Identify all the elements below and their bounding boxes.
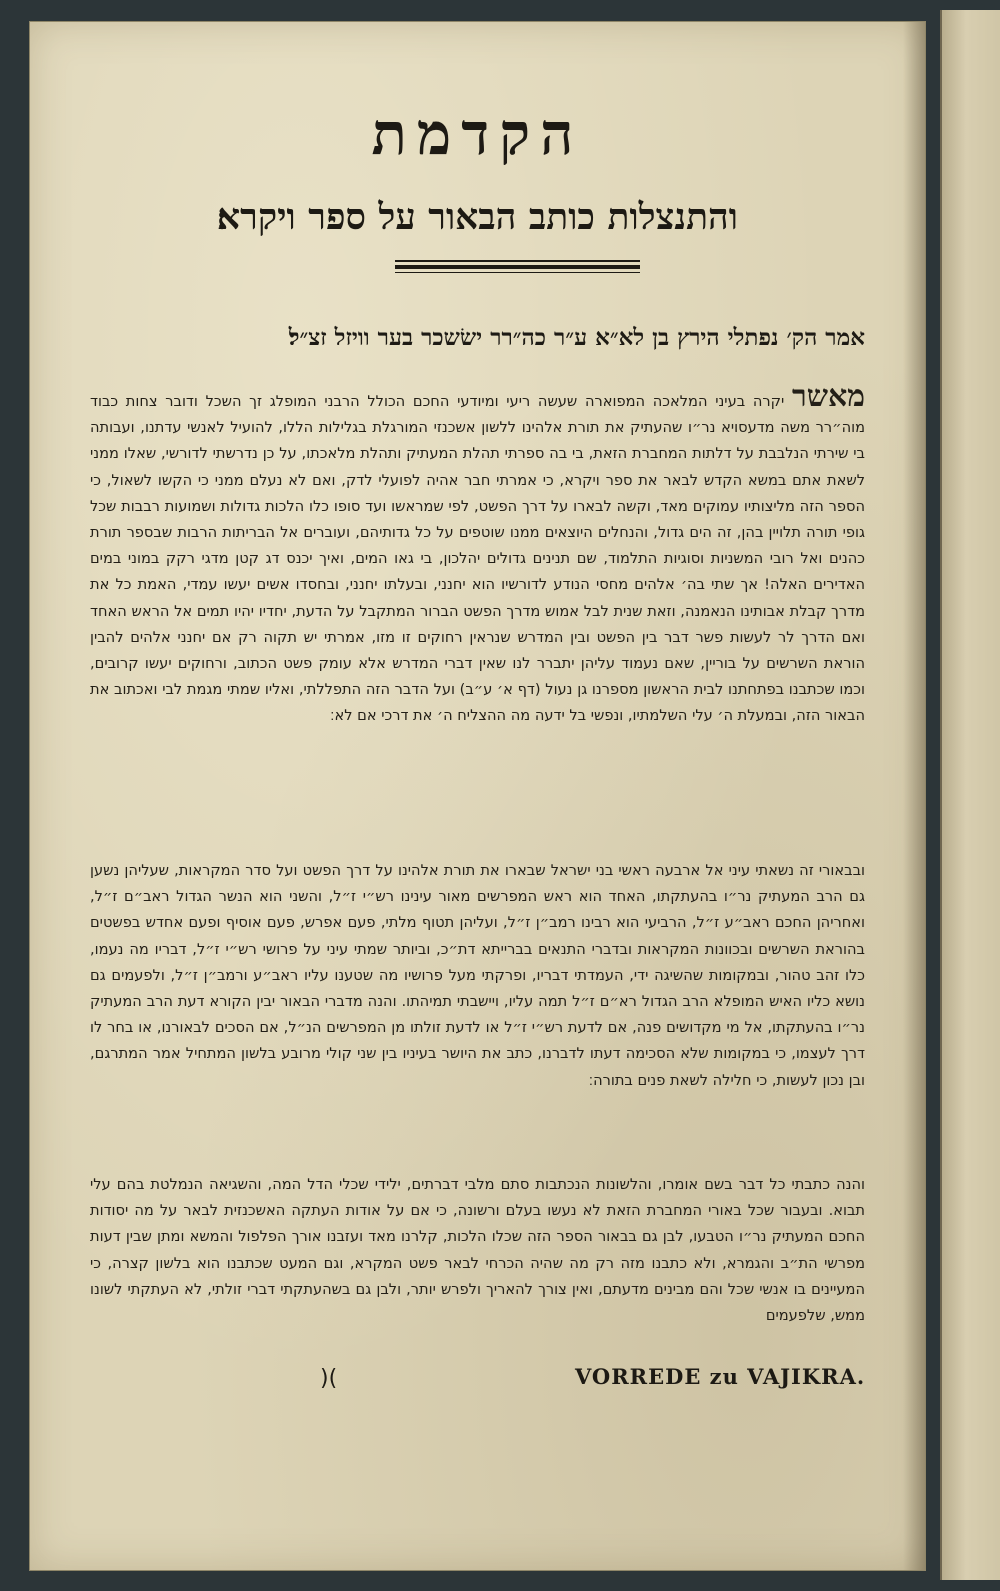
- spine-shadow: [903, 22, 925, 1570]
- paragraph-3: והנה כתבתי כל דבר בשם אומרו, והלשונות הנכתבות סתם מלבי דברתים, ילידי שכלי הדל המה, והשגיאה הנמלטת בהם עלי תבוא. ובעבור שכל באורי המחברת הזאת לא נעשו בעלם ורשונה, כי אם על אודות העתקה האשכנזית לבאר על מה יסודות החכם המעתיק נר״ו הטבעו, לבן גם בבאור הספר הזה שכלו הלכות, קלרנו מאד ועזבנו אורך הפלפול והמשא ומתן שבין דעות מפרשי הת״ב והגמרא, ולא כתבנו מזה רק מה שהיה הכרחי לבאר פשט המקרא, וגם המעט שכתבנו הוא בלשון קצרה, כי המעיינים בו אנשי שכל והם מבינים מדעתם, ואין צורך להאריך ולפרש יותר, ולבן גם בשהעתקתי דברי זולתי, לא העתקתי לשונו ממש, שלפעמים: [90, 1176, 865, 1325]
- signature-mark: )(: [320, 1366, 338, 1391]
- paragraph-1-text: יקרה בעיני המלאכה המפוארה שעשה ריעי ומיודעי החכם הכולל הרבני המופלג זך השכל ודובר צחות כבוד מוה״רר משה מדעסויא נר״ו שהעתיק את תורת אלהינו ללשון אשכנזי המורגלת בגלילות הללו, להועיל לאנשי עדתנו, ועבותה בי שירתי הנלבבת על דלתות המחברת הזאת, בי בה ספרתי תהלת המעתיק ותהלת מלאכתו, על כן נדרשתי לדורשי, שאלו ממני לשאת אתם במשא הקדש לבאר את ספר ויקרא, כי אמרתי חבר אהיה לפועלי לדק, ואם לא נעלם ממני כי הקשו לשאול, כי הספר הזה מליצותיו עמוקים מאד, וקשה לבארו על דרך הפשט, לפי שמראשו ועד סופו כלו הלכות גדולות ושמועות רבבות שכל גופי תורה תלויין בהן, זה הים גדול, והנחלים היוצאים ממנו שוטפים על כל גדותיהם, ועוברים אל הבריתות הרבות שבספר תורת כהנים ואל רובי המשניות וסוגיות התלמוד, שם תנינים גדולים יהלכון, בי גאו המים, ואיך יכנס דג קטן מדגי רקק במוני במים האדירים האלה! אך שתי בה׳ אלהים מחסי הנודע לדורשיו הוא יחנני, ובעלתו יחנני, ובחסדו אשים יעשו עמדי, האמת כל את מדרך קבלת אבותינו הנאמנה, וזאת שנית לבל אמוש מדרך הפשט הברור המתקבל על הדעת, יחדיו יהיו תמים אל הראש האחד ואם הדרך לר לעשות פשר דבר בין הפשט ובין המדרש שנראין רחוקים זו מזו, אמרתי יש תקוה רק אם יחנני אלהים להבין הוראת השרשים על בוריין, שאם נעמוד עליהן יתברר לנו שאין דברי המדרש אלא עומק פשט הכתוב, ורחוקים יעשו קרובים, וכמו שכתבנו בפתחתנו לבית הראשון מספרנו גן נעול (דף א׳ ע״ב) ועל הדבר הזה התפללתי, ואליו שמתי מגמת לבי ואכתוב את הבאור הזה, ובמעלת ה׳ עלי השלמתיו, ונפשי בל ידעה מה ההצליח ה׳ את דרכי אם לא׃: [90, 393, 865, 725]
- title-rule-middle: [395, 265, 640, 269]
- running-footer: VORREDE zu VAJIKRA.: [575, 1364, 866, 1389]
- page-title: הקדמת: [371, 100, 584, 168]
- author-line: אמר הק׳ נפתלי הירץ בן לא״א ע״ר כה״רר ישׂשכר בער וויזל זצ״ל׃: [288, 324, 865, 351]
- paragraph-2: ובבאורי זה נשאתי עיני אל ארבעה ראשי בני ישראל שבארו את תורת אלהינו על דרך הפשט ועל סדר המקראות, שעליהן נשען גם הרב המעתיק נר״ו בהעתקתו, האחד הוא ראש המפרשים מאור עינינו רש״י ז״ל, והשני הוא הנשר הגדול ראב״ם ז״ל, ואחריהן החכם ראב״ע ז״ל, הרביעי הוא רבינו רמב״ן ז״ל, ועליהן תטוף מלתי, פעם אפרש, פעם אוסיף ופעם אחדש בפשטים בהוראת השרשים ובכוונות המקראות ובדברי התנאים בברייתא דת״כ, וביותר שמתי עיני על פרושי רש״י ז״ל, דבריו מה נעמו, כלו זהב טהור, ובמקומות שהשיגה ידי, העמדתי דבריו, ופרקתי מעל פרושיו מה שטענו עליו ראב״ע ורמב״ן ז״ל, ולפעמים גם נושא כליו האיש המופלא הרב הגדול רא״ם ז״ל תמה עליו, ויישבתי תמיהתו. והנה מדברי הבאור יבין הקורא דעת הרב המעתיק נר״ו בהעתקתו, אל מי מקדושים פנה, אם לדעת רש״י ז״ל או לדעת זולתו מן המפרשים הנ״ל, אם הסכים לבאורנו, או בחר לו דרך לעצמו, כי במקומות שלא הסכימה דעתו לדברנו, כתב את היושר בעיניו בין שני קולי מרובע בלשון המתחיל אמר המתרגם, ובן נכון לעשות, כי חלילה לשאת פנים בתורה׃: [90, 862, 865, 1089]
- drop-word: מאשר: [791, 379, 865, 414]
- page-subtitle: והתנצלות כותב הבאור על ספר ויקרא׃: [217, 196, 738, 238]
- paragraph-1: [90, 379, 865, 730]
- book-page: [30, 22, 925, 1570]
- title-rule-top: [395, 260, 640, 262]
- title-rule-bottom: [395, 272, 640, 273]
- adjacent-page-edge: [940, 10, 1000, 1580]
